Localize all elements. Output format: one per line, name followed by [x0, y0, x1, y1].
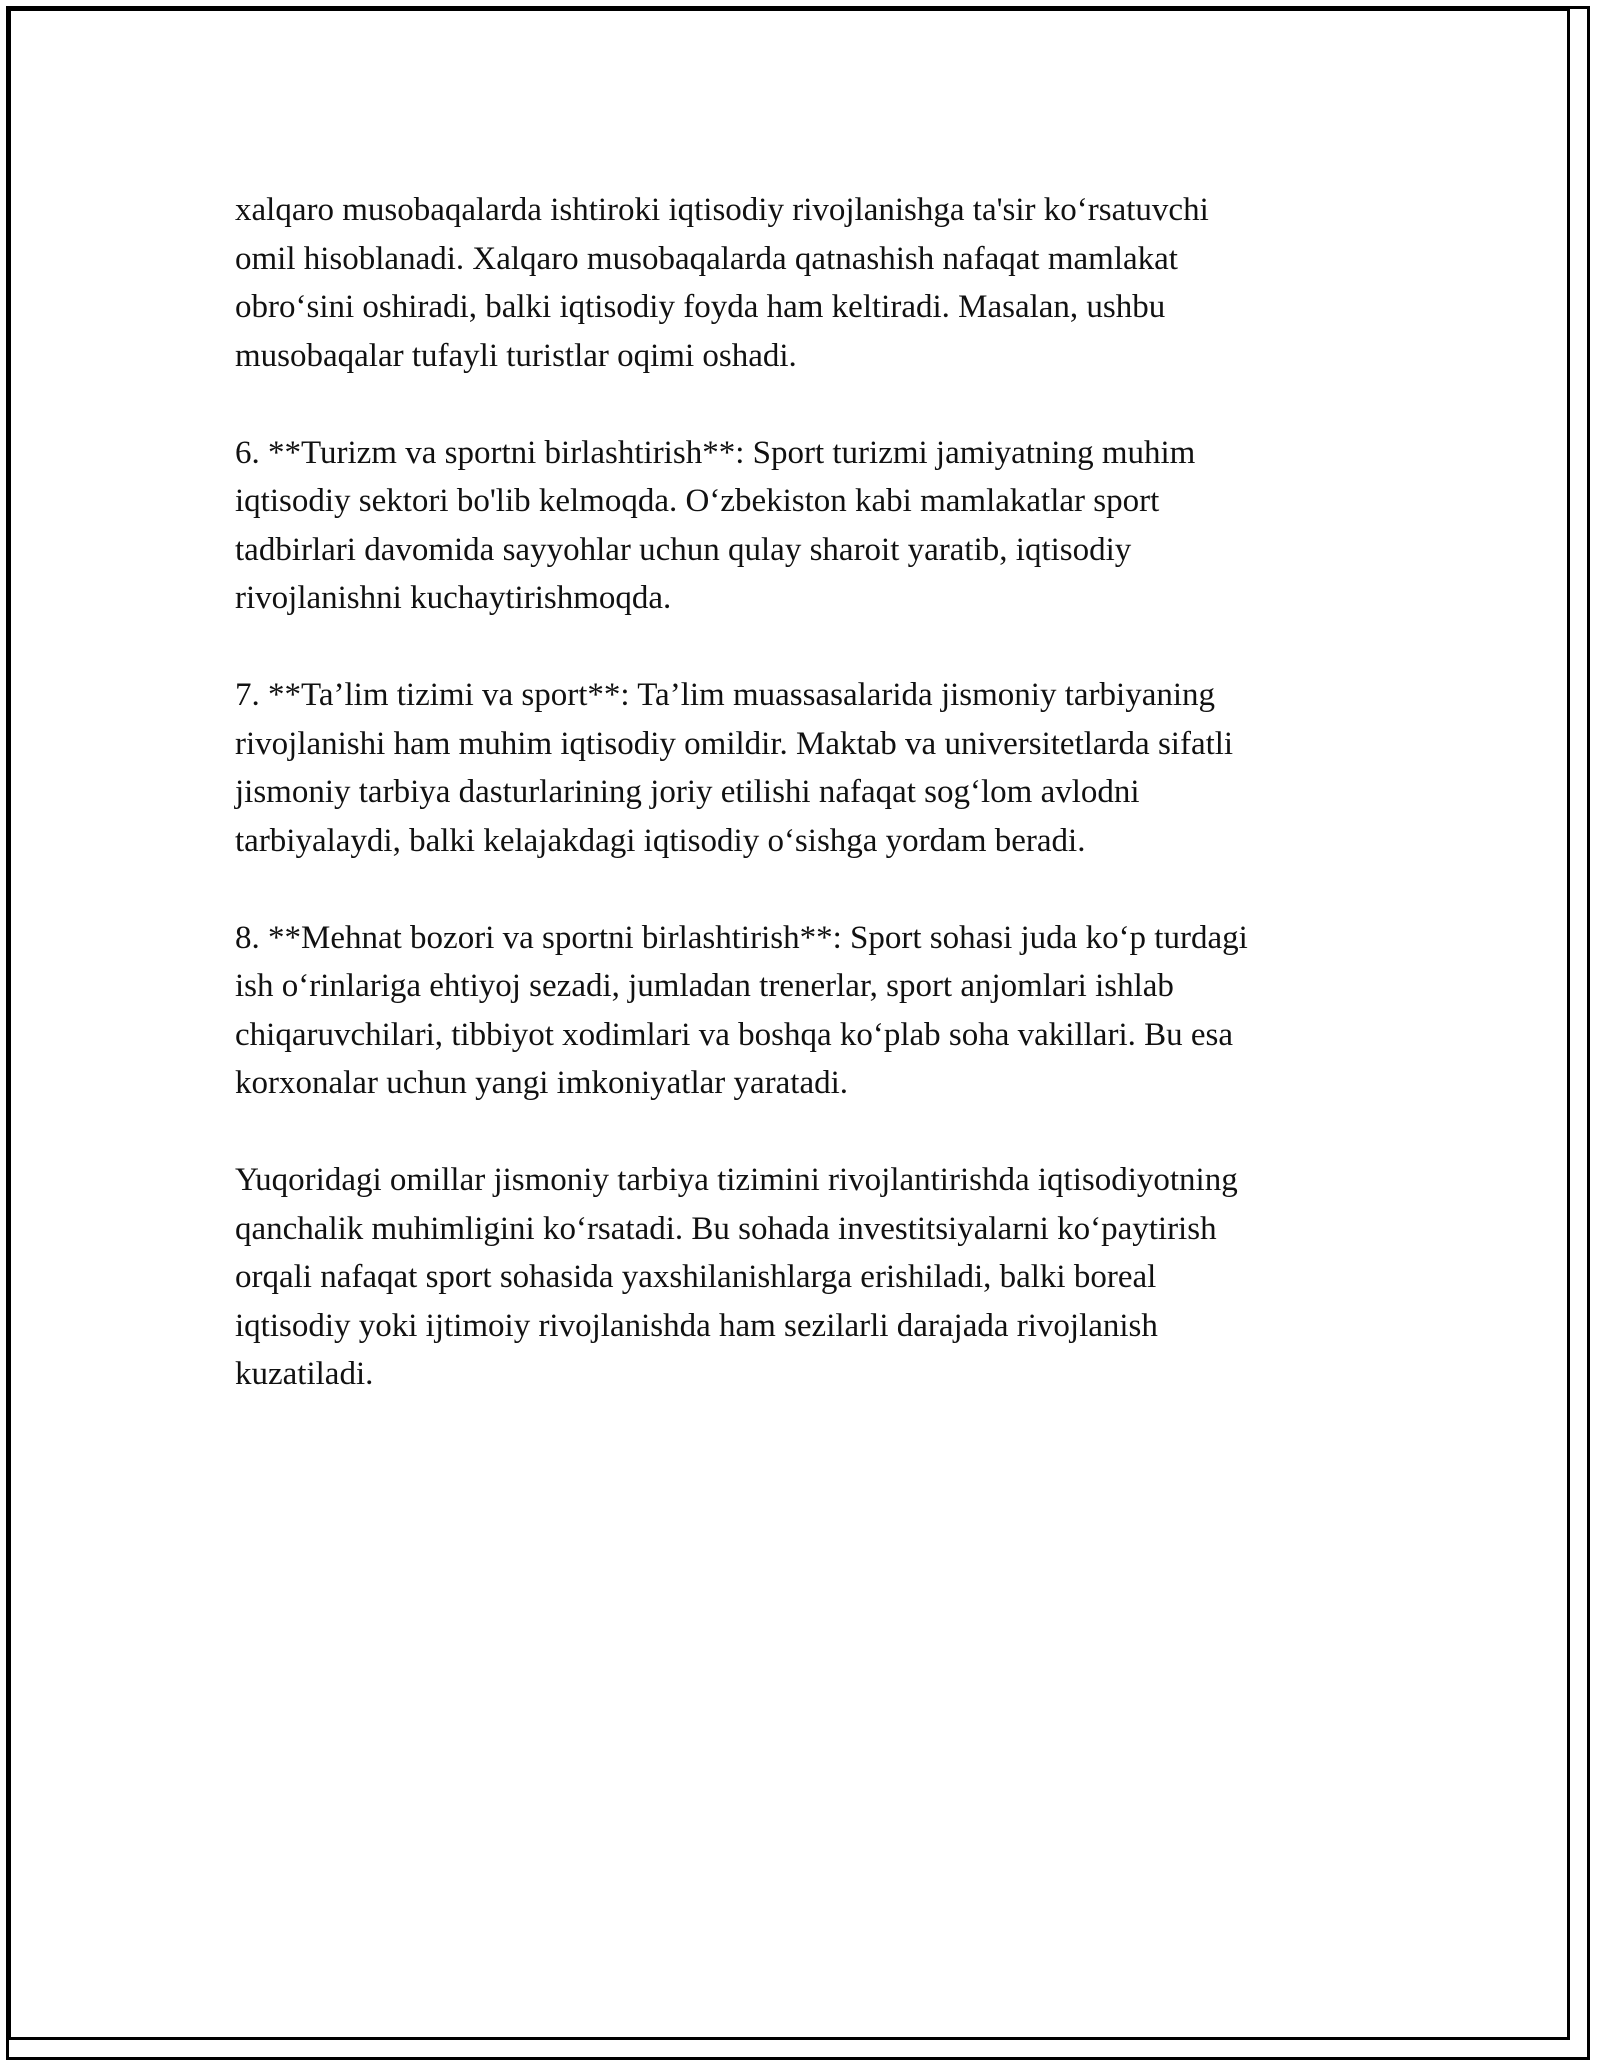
- document-body: [235, 186, 1375, 1447]
- paragraph-item-7-education-sport: 7. **Ta’lim tizimi va sport**: Ta’lim muassasalarida jismoniy tarbiyaning rivojlanishi ham muhim iqtisodiy omildir. Maktab va universitetlarda sifatli jismoniy tarbiya dasturlarining joriy etilishi nafaqat sog‘lom avlodni tarbiyalaydi, balki kelajakdagi iqtisodiy o‘sishga yordam beradi.: [235, 677, 1234, 859]
- paragraph-conclusion: Yuqoridagi omillar jismoniy tarbiya tizimini rivojlantirishda iqtisodiyotning qanchalik muhimligini ko‘rsatadi. Bu sohada investitsiyalarni ko‘paytirish orqali nafaqat sport sohasida yaxshilanishlarga erishiladi, balki boreal iqtisodiy yoki ijtimoiy rivojlanishda ham sezilarli darajada rivojlanish kuzatiladi.: [235, 1162, 1238, 1392]
- paragraph-item-8-labor-market-sport: 8. **Mehnat bozori va sportni birlashtirish**: Sport sohasi juda ko‘p turdagi ish o‘rinlariga ehtiyoj sezadi, jumladan trenerlar, sport anjomlari ishlab chiqaruvchilari, tibbiyot xodimlari va boshqa ko‘plab soha vakillari. Bu esa korxonalar uchun yangi imkoniyatlar yaratadi.: [235, 919, 1248, 1101]
- paragraph-intro-continuation: xalqaro musobaqalarda ishtiroki iqtisodiy rivojlanishga ta'sir ko‘rsatuvchi omil hisoblanadi. Xalqaro musobaqalarda qatnashish nafaqat mamlakat obro‘sini oshiradi, balki iqtisodiy foyda ham keltiradi. Masalan, ushbu musobaqalar tufayli turistlar oqimi oshadi.: [235, 192, 1209, 374]
- paragraph-item-6-tourism-sport: 6. **Turizm va sportni birlashtirish**: Sport turizmi jamiyatning muhim iqtisodiy sektori bo'lib kelmoqda. O‘zbekiston kabi mamlakatlar sport tadbirlari davomida sayyohlar uchun qulay sharoit yaratib, iqtisodiy rivojlanishni kuchaytirishmoqda.: [235, 434, 1196, 616]
